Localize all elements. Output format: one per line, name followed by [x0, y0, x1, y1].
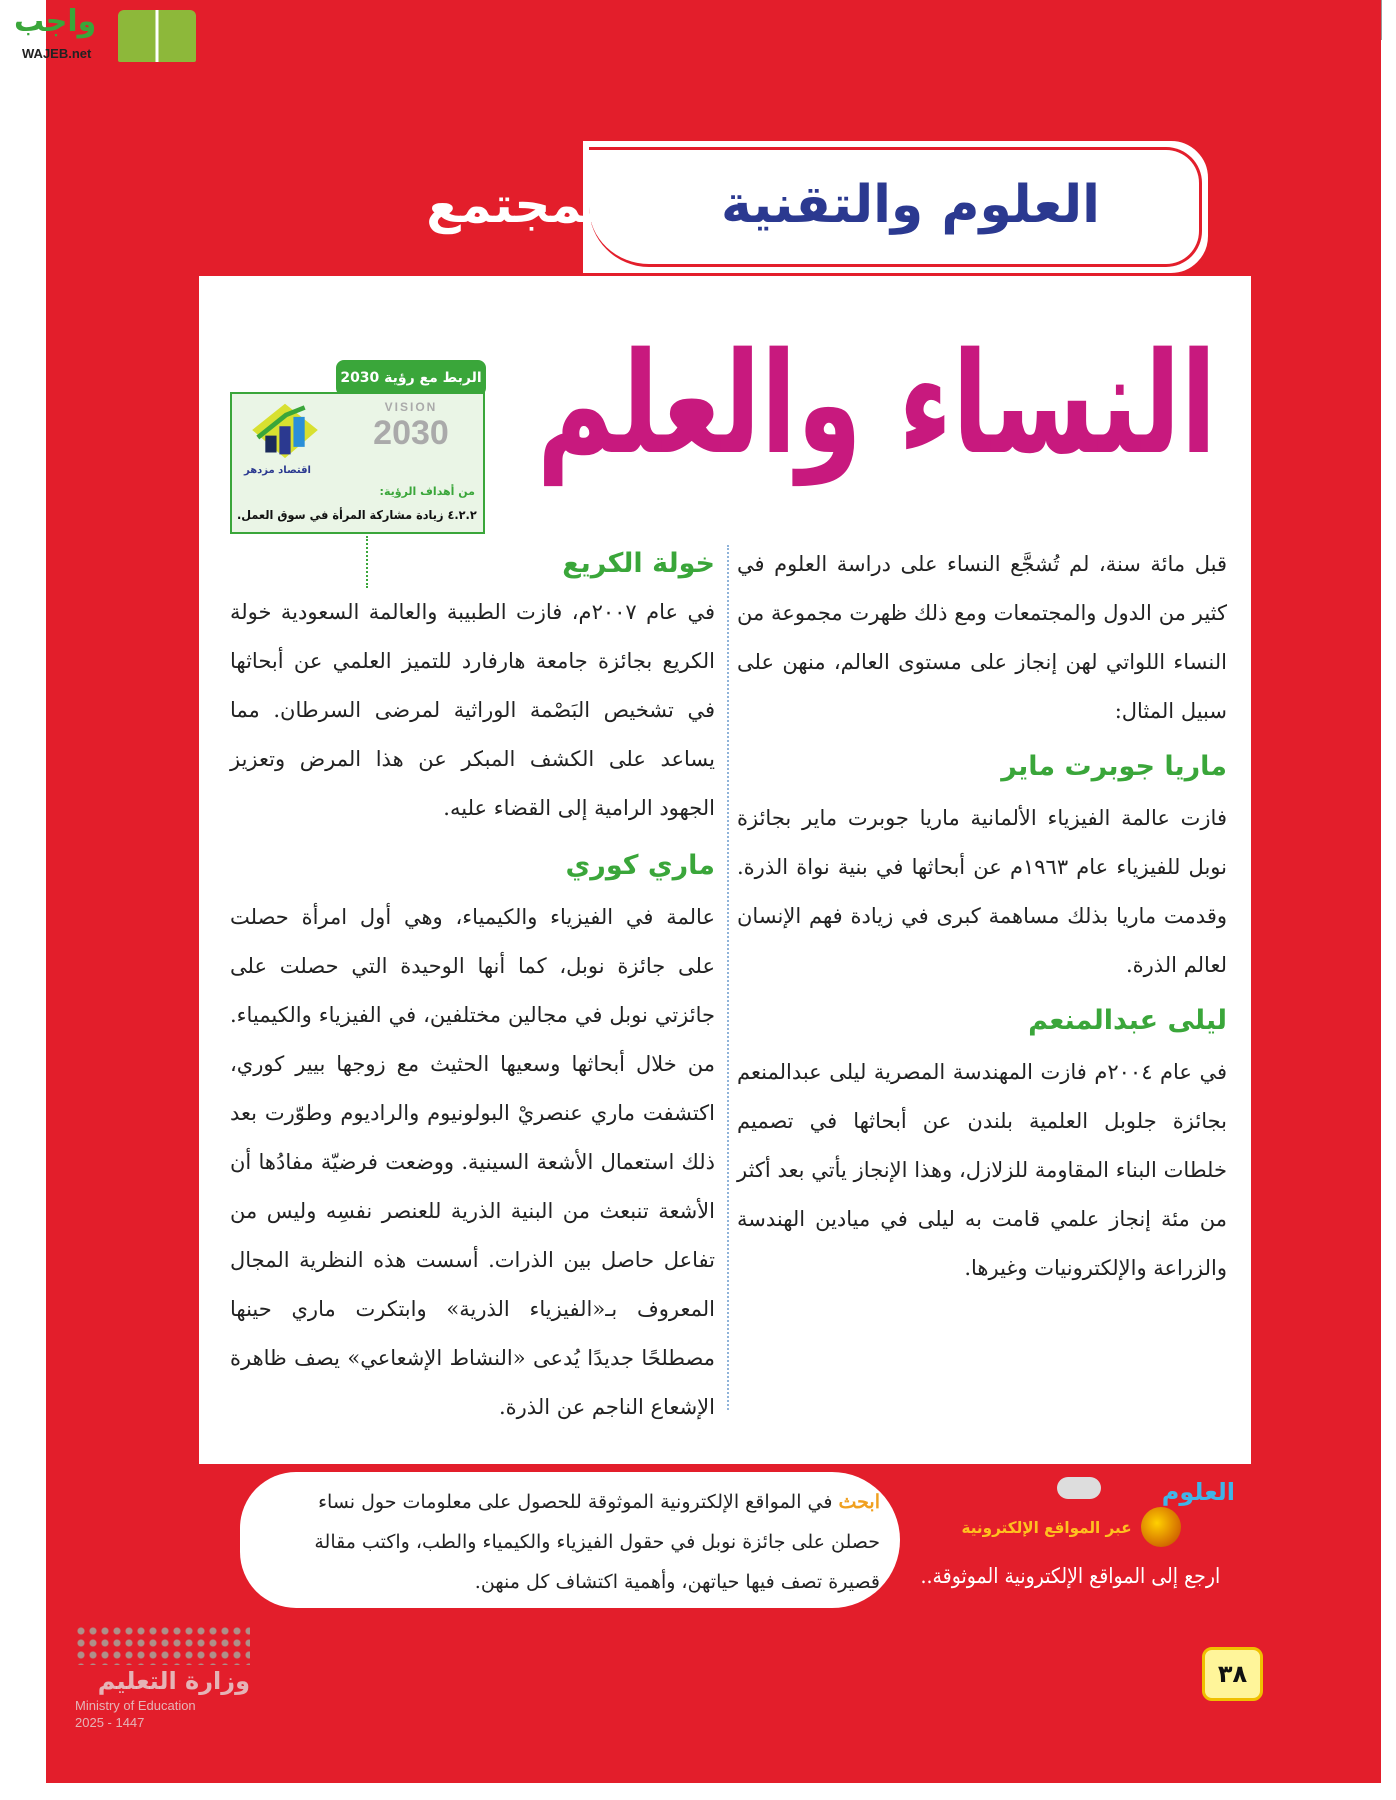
vision-icon-label: اقتصاد مزدهر	[244, 465, 311, 476]
crop-mark	[1381, 0, 1382, 40]
vision-goal: ٤.٢.٢ زيادة مشاركة المرأة في سوق العمل.	[237, 508, 477, 522]
activity-panel	[240, 1472, 900, 1608]
ministry-logo	[75, 1625, 250, 1731]
column-divider	[727, 545, 729, 1410]
reference-text: ارجع إلى المواقع الإلكترونية الموثوقة..	[920, 1564, 1221, 1588]
left-column	[230, 540, 715, 1432]
vision-tag: الربط مع رؤية 2030	[336, 360, 486, 396]
section-body: في عام ٢٠٠٤م فازت المهندسة المصرية ليلى عبدالمنعم بجائزة جلوبل العلمية بلندن عن أبحاثها في تصميم خلطات البناء المقاومة للزلازل، وهذا الإنجاز يأتي بعد أكثر من مئة إنجاز علمي قامت به ليلى في ميادين الهندسة والزراعة والإلكترونيات وغيرها.	[737, 1060, 1228, 1280]
ministry-name-en: Ministry of Education	[75, 1698, 196, 1713]
logo-text: واجب	[14, 4, 97, 39]
header-title: العلوم والتقنية	[720, 175, 1100, 235]
vision-2030-logo: VISION 2030	[373, 400, 449, 452]
intro-paragraph: قبل مائة سنة، لم تُشجَّع النساء على دراسة العلوم في كثير من الدول والمجتمعات ومع ذلك ظهرت مجموعة من النساء اللواتي لهن إنجاز على مستوى العالم، منهن على سبيل المثال:	[737, 552, 1227, 723]
header-title-accent: والمجتمع	[426, 176, 651, 234]
header	[250, 160, 1100, 250]
section-body: في عام ٢٠٠٧م، فازت الطبيبة والعالمة السعودية خولة الكريع بجائزة جامعة هارفارد للتميز العلمي عن أبحاثها في تشخيص البَصْمة الوراثية لمرضى السرطان. مما يساعد على الكشف المبكر عن هذا المرض وتعزيز الجهود الرامية إلى القضاء عليه.	[230, 600, 716, 820]
section-body: عالمة في الفيزياء والكيمياء، وهي أول امرأة حصلت على جائزة نوبل، كما أنها الوحيدة التي حصلت على جائزتي نوبل في مجالين مختلفين، في الفيزياء والكيمياء. من خلال أبحاثها وسعيها الحثيث مع زوجها بيير كوري، اكتشفت ماري عنصريْ البولونيوم والراديوم وطوّرت بعد ذلك استعمال الأشعة السينية. ووضعت فرضيّة مفادُها أن الأشعة تنبعث من البنية الذرية للعنصر نفسِه وليس من تفاعل حاصل بين الذرات. أسست هذه النظرية المجال المعروف بـ«الفيزياء الذرية» وابتكرت ماري حينها مصطلحًا جديدًا يُدعى «النشاط الإشعاعي» يصف ظاهرة الإشعاع الناجم عن الذرة.	[230, 905, 715, 1419]
ministry-name-ar: وزارة التعليم	[97, 1667, 250, 1695]
vision-goal-heading: من أهداف الرؤية:	[379, 485, 475, 498]
page-title: النساء والعلم	[537, 323, 1217, 486]
activity-highlight: ابحث	[838, 1491, 880, 1513]
activity-text	[280, 1482, 880, 1602]
section-heading: ماريا جوبرت ماير	[1001, 751, 1227, 782]
ministry-year: 2025 - 1447	[75, 1715, 145, 1730]
wajeb-logo	[10, 4, 190, 64]
mouse-icon	[1057, 1477, 1101, 1499]
web-label: عبر المواقع الإلكترونية	[961, 1518, 1132, 1537]
logo-url: WAJEB.net	[22, 46, 92, 61]
right-column	[737, 540, 1227, 1293]
book-icon	[118, 10, 196, 62]
page-number: ٣٨	[1202, 1647, 1263, 1701]
section-heading: ماري كوري	[565, 850, 715, 881]
activity-task: في المواقع الإلكترونية الموثوقة للحصول على معلومات حول نساء حصلن على جائزة نوبل في حقول الفيزياء والكيمياء والطب، واكتب مقالة قصيرة تصف فيها حياتهن، وأهمية اكتشاف كل منهن.	[314, 1491, 880, 1593]
ministry-dots-icon	[75, 1625, 250, 1665]
science-label: العلوم	[1161, 1478, 1235, 1506]
section-heading: خولة الكريع	[562, 548, 715, 579]
section-body: فازت عالمة الفيزياء الألمانية ماريا جوبرت ماير بجائزة نوبل للفيزياء عام ١٩٦٣م عن أبحاثها في بنية نواة الذرة. وقدمت ماريا بذلك مساهمة كبرى في زيادة فهم الإنسان لعالم الذرة.	[737, 806, 1227, 977]
economy-chart-icon	[246, 400, 324, 460]
section-heading: ليلى عبدالمنعم	[1028, 1005, 1227, 1036]
vision-box	[230, 392, 485, 534]
web-activity-box	[235, 1467, 1251, 1613]
globe-icon	[1141, 1507, 1181, 1547]
